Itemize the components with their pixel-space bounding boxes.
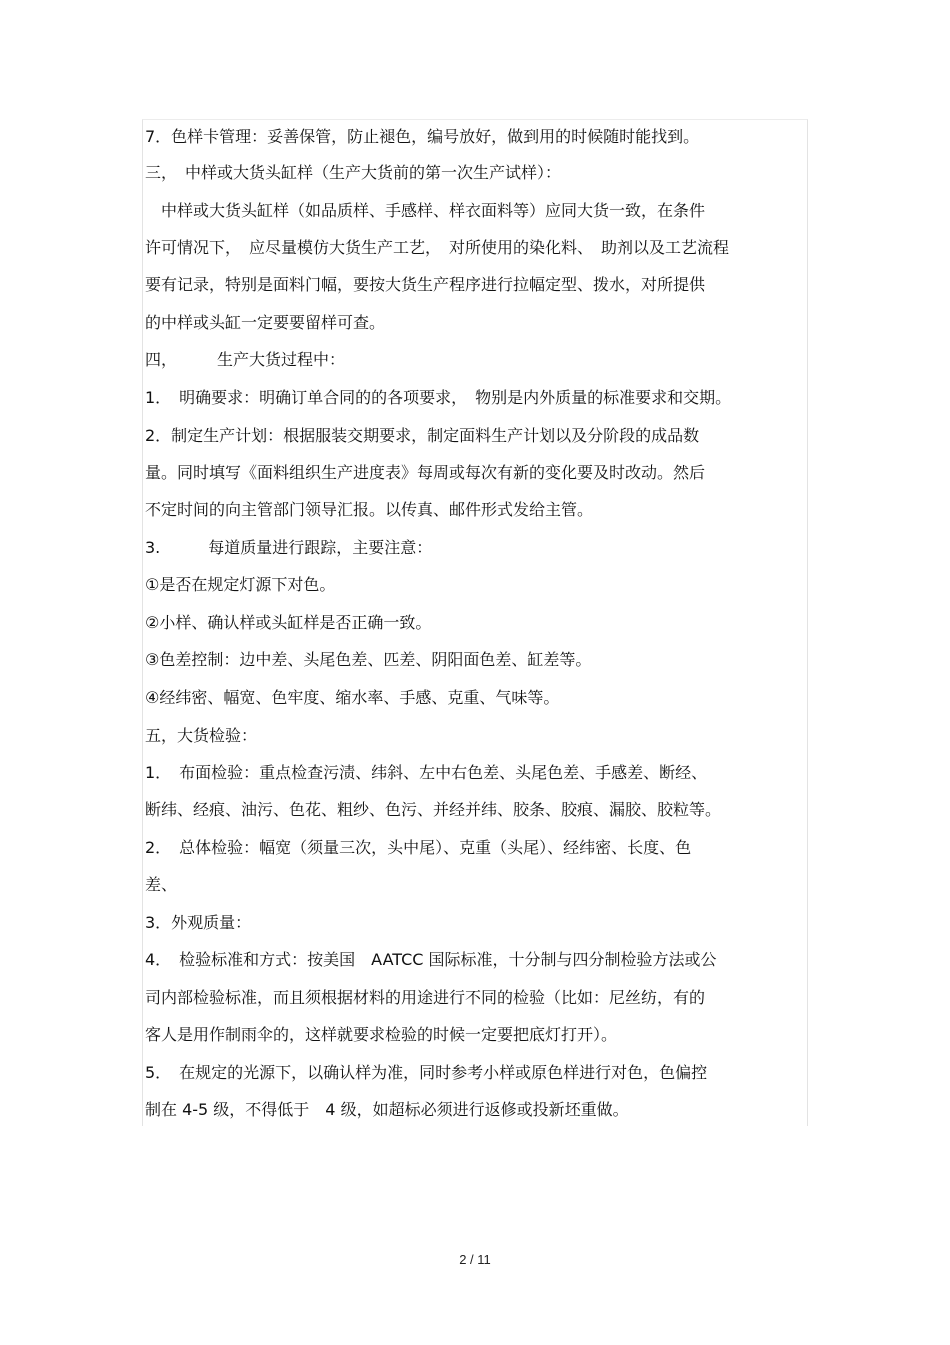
text-line: 司内部检验标准，而且须根据材料的用途进行不同的检验（比如：尼丝纺，有的 [145, 988, 706, 1007]
text-line: 2． 总体检验：幅宽（须量三次，头中尾）、克重（头尾）、经纬密、长度、色 [145, 838, 692, 857]
text-line: 1． 布面检验：重点检查污渍、纬斜、左中右色差、头尾色差、手感差、断经、 [145, 763, 708, 782]
text-line: ①是否在规定灯源下对色。 [145, 575, 336, 594]
text-line: 要有记录，特别是面料门幅，要按大货生产程序进行拉幅定型、拨水，对所提供 [145, 275, 706, 294]
text-line: 5． 在规定的光源下，以确认样为准，同时参考小样或原色样进行对色，色偏控 [145, 1063, 708, 1082]
text-line: ③色差控制：边中差、头尾色差、匹差、阴阳面色差、缸差等。 [145, 650, 592, 669]
text-line: 中样或大货头缸样（如品质样、手感样、样衣面料等）应同大货一致，在条件 [145, 201, 706, 220]
text-line: 断纬、经痕、油污、色花、粗纱、色污、并经并纬、胶条、胶痕、漏胶、胶粒等。 [145, 800, 722, 819]
text-line: 3. 每道质量进行跟踪，主要注意： [145, 538, 433, 557]
text-line: 7．色样卡管理：妥善保管，防止褪色，编号放好，做到用的时候随时能找到。 [145, 127, 700, 146]
text-line: 的中样或头缸一定要要留样可查。 [145, 313, 386, 332]
text-line: 量。同时填写《面料组织生产进度表》每周或每次有新的变化要及时改动。然后 [145, 463, 706, 482]
text-line: 客人是用作制雨伞的，这样就要求检验的时候一定要把底灯打开）。 [145, 1025, 618, 1044]
text-line: 四， 生产大货过程中： [145, 350, 346, 369]
text-line: 4． 检验标准和方式：按美国 AATCC 国际标准，十分制与四分制检验方法或公 [145, 950, 717, 969]
text-line: 差、 [145, 875, 178, 894]
page-number: 2 / 11 [459, 1252, 491, 1267]
text-line: 五，大货检验： [145, 726, 258, 745]
text-line: 2．制定生产计划：根据服装交期要求，制定面料生产计划以及分阶段的成品数 [145, 426, 700, 445]
text-line: ②小样、确认样或头缸样是否正确一致。 [145, 613, 432, 632]
text-line: 不定时间的向主管部门领导汇报。以传真、邮件形式发给主管。 [145, 500, 594, 519]
text-line: 许可情况下， 应尽量模仿大货生产工艺， 对所使用的染化料、 助剂以及工艺流程 [145, 238, 730, 257]
text-line: 三， 中样或大货头缸样（生产大货前的第一次生产试样）： [145, 163, 562, 182]
text-line: 制在 4-5 级，不得低于 4 级，如超标必须进行返修或投新坯重做。 [145, 1100, 629, 1119]
text-line: 3．外观质量： [145, 913, 252, 932]
text-line: 1． 明确要求：明确订单合同的的各项要求， 物别是内外质量的标准要求和交期。 [145, 388, 732, 407]
text-line: ④经纬密、幅宽、色牢度、缩水率、手感、克重、气味等。 [145, 688, 560, 707]
